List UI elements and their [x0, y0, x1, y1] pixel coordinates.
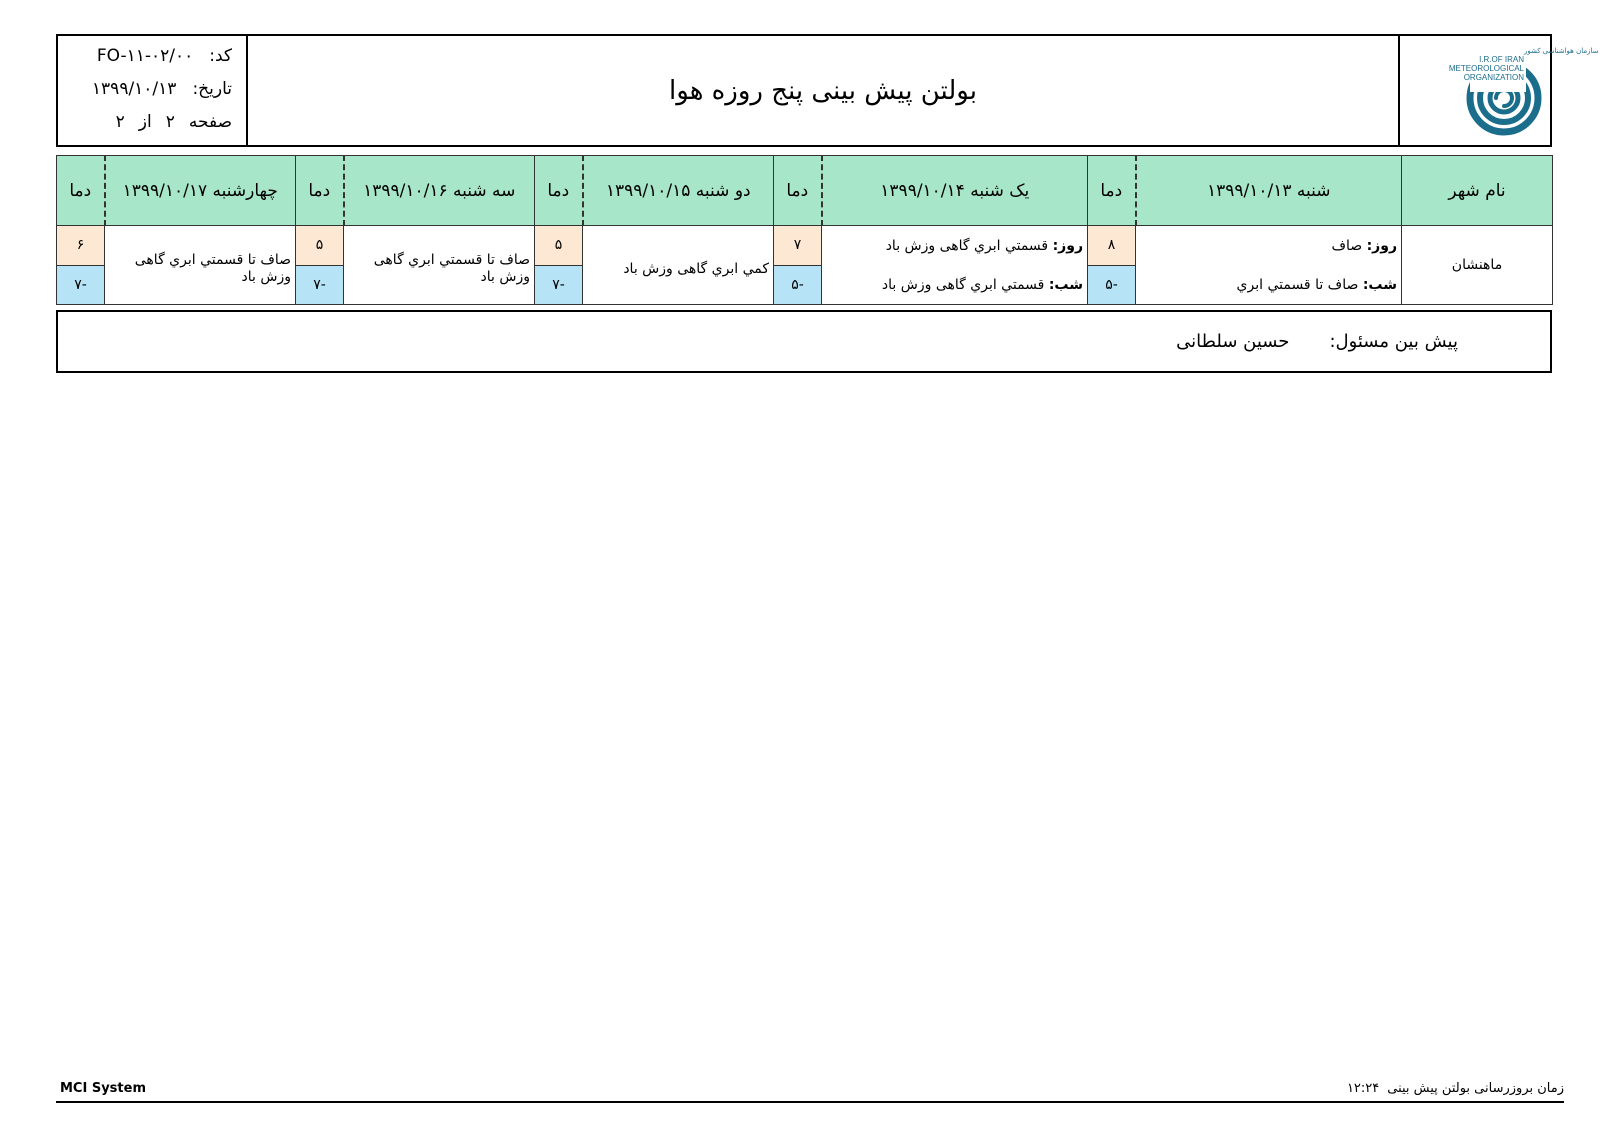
day-header-4: سه شنبه ۱۳۹۹/۱۰/۱۶: [344, 156, 535, 226]
day5-conditions: صاف تا قسمتي ابري گاهی وزش باد: [105, 226, 296, 305]
day-header-1: شنبه ۱۳۹۹/۱۰/۱۳: [1136, 156, 1402, 226]
page-row: [58, 112, 232, 145]
update-label: زمان بروزرسانی بولتن پیش بینی: [1387, 1081, 1564, 1096]
date-row: [58, 79, 232, 112]
update-time: ۱۲:۲۴: [1346, 1081, 1380, 1096]
day2-day-line: [822, 226, 1087, 265]
day1-day-text: صاف: [1331, 237, 1363, 254]
title-cell: [248, 36, 1398, 145]
day1-max-temp: ۸: [1088, 226, 1136, 266]
day-header-5: چهارشنبه ۱۳۹۹/۱۰/۱۷: [105, 156, 296, 226]
svg-text:ORGANIZATION: ORGANIZATION: [1463, 73, 1524, 82]
meteorological-organization-logo: [1400, 36, 1599, 145]
update-time-row: [1347, 1081, 1564, 1096]
day4-max-temp: ۵: [296, 226, 344, 266]
day3-max-temp: ۵: [535, 226, 583, 266]
table-header-row: [57, 156, 1553, 226]
day-header-2: یک شنبه ۱۳۹۹/۱۰/۱۴: [822, 156, 1088, 226]
temp-header-4: دما: [296, 156, 344, 226]
temp-header-3: دما: [535, 156, 583, 226]
day2-day-text: قسمتي ابري گاهی وزش باد: [885, 237, 1049, 254]
date-value: ۱۳۹۹/۱۰/۱۳: [91, 79, 177, 99]
day2-night-line: [822, 265, 1087, 304]
logo-cell: [1398, 36, 1599, 145]
day1-day-label: روز:: [1366, 237, 1397, 254]
day2-day-label: روز:: [1052, 237, 1083, 254]
day5-max-temp: ۶: [57, 226, 105, 266]
document-meta: [58, 36, 248, 145]
day1-min-temp: -۵: [1088, 265, 1136, 305]
day2-night-text: قسمتي ابري گاهی وزش باد: [881, 276, 1045, 293]
forecaster-box: [56, 310, 1552, 373]
temp-header-2: دما: [774, 156, 822, 226]
day1-day-line: [1136, 226, 1401, 265]
temp-header-1: دما: [1088, 156, 1136, 226]
city-header: نام شهر: [1402, 156, 1553, 226]
footer-divider: [56, 1101, 1564, 1103]
day2-conditions: [822, 226, 1088, 305]
day2-max-temp: ۷: [774, 226, 822, 266]
forecast-table: [56, 155, 1553, 305]
page-of: از: [138, 112, 152, 132]
bulletin-header: [56, 34, 1599, 147]
day1-night-text: صاف تا قسمتي ابري: [1236, 276, 1359, 293]
page-label: صفحه: [188, 112, 232, 132]
day3-conditions: كمي ابري گاهی وزش باد: [583, 226, 774, 305]
code-value: FO-۱۱-۰۲/۰۰: [96, 46, 194, 66]
city-name: ماهنشان: [1402, 226, 1553, 305]
system-name: MCI System: [60, 1081, 146, 1096]
day1-night-label: شب:: [1362, 276, 1397, 293]
code-row: [58, 46, 232, 79]
forecaster-label: پیش بین مسئول:: [1329, 331, 1458, 352]
date-label: تاریخ:: [192, 79, 232, 99]
svg-text:سازمان هواشناسی کشور: سازمان هواشناسی کشور: [1524, 47, 1599, 55]
code-label: کد:: [209, 46, 232, 66]
svg-text:METEOROLOGICAL: METEOROLOGICAL: [1448, 64, 1524, 73]
page-current: ۲: [165, 112, 175, 132]
day1-night-line: [1136, 265, 1401, 304]
day4-min-temp: -۷: [296, 265, 344, 305]
day3-min-temp: -۷: [535, 265, 583, 305]
day1-conditions: [1136, 226, 1402, 305]
day2-night-label: شب:: [1048, 276, 1083, 293]
forecaster-name: حسین سلطانی: [1176, 331, 1290, 352]
page-title: بولتن پیش بینی پنج روزه هوا: [669, 75, 977, 106]
day5-min-temp: -۷: [57, 265, 105, 305]
day2-min-temp: -۵: [774, 265, 822, 305]
table-row: [57, 226, 1553, 266]
day4-conditions: صاف تا قسمتي ابري گاهی وزش باد: [344, 226, 535, 305]
svg-text:I.R.OF IRAN: I.R.OF IRAN: [1479, 55, 1524, 64]
page-total: ۲: [115, 112, 125, 132]
temp-header-5: دما: [57, 156, 105, 226]
day-header-3: دو شنبه ۱۳۹۹/۱۰/۱۵: [583, 156, 774, 226]
